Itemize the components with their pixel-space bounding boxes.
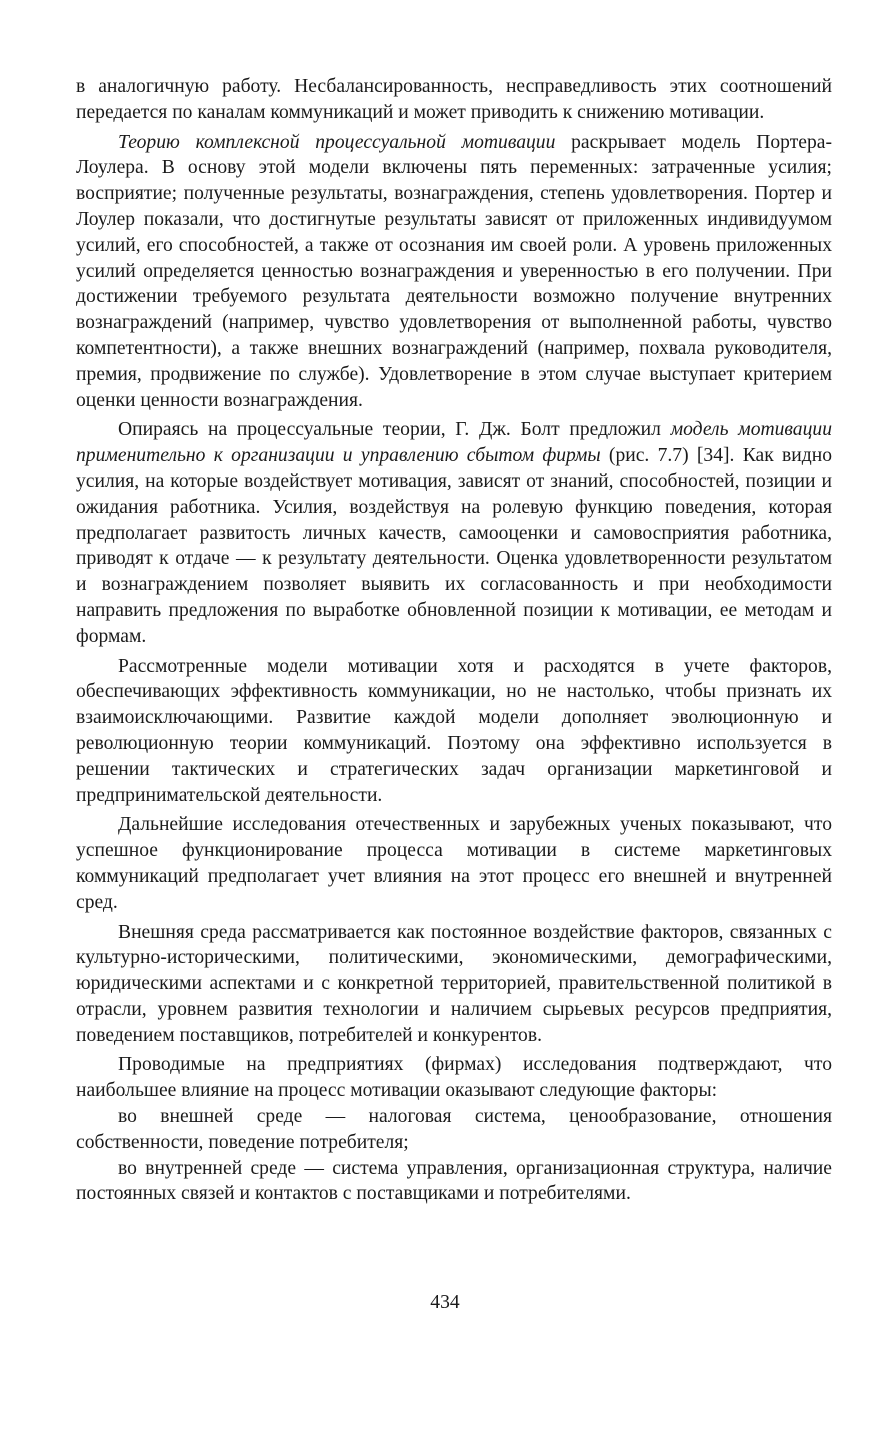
paragraph-7: [76, 1052, 832, 1104]
paragraph-2-italic: Теорию комплексной процессуальной мотивации: [118, 131, 556, 153]
paragraph-2: [76, 130, 832, 414]
paragraph-1-text: в аналогичную работу. Несбалансированность, несправедливость этих соотношений передается по каналам коммуникаций и может приводить к снижению мотивации.: [76, 76, 832, 123]
paragraph-7-text: Проводимые на предприятиях (фирмах) исследования подтверждают, что наибольшее влияние на процесс мотивации оказывают следующие факторы:: [76, 1054, 832, 1102]
paragraph-5-text: Дальнейшие исследования отечественных и зарубежных ученых показывают, что успешное функционирование процесса мотивации в системе маркетинговых коммуникаций предполагает учет влияния на этот процесс его внешней и внутренней сред.: [76, 814, 832, 913]
paragraph-4: [76, 654, 832, 809]
paragraph-6: [76, 920, 832, 1049]
paragraph-8-text: во внешней среде — налоговая система, ценообразование, отношения собственности, поведение потребителя;: [76, 1106, 832, 1153]
paragraph-3-italic: модель мотивации применительно к организации и управлению сбытом фирмы: [76, 419, 832, 467]
paragraph-9-text: во внутренней среде — система управления, организационная структура, наличие постоянных связей и контактов с поставщиками и потребителями.: [76, 1157, 832, 1205]
paragraph-1: [76, 74, 832, 126]
paragraph-6-text: Внешняя среда рассматривается как постоянное воздействие факторов, связанных с культурно-историческими, политическими, экономическими, демографическими, юридическими аспектами и с конкретной территорией, правительственной политикой в отрасли, уровнем развития технологии и наличием сырьевых ресурсов предприятия, поведением поставщиков, потребителей и конкурентов.: [76, 921, 832, 1046]
paragraph-9: [76, 1156, 832, 1208]
paragraph-4-text: Рассмотренные модели мотивации хотя и расходятся в учете факторов, обеспечивающих эффективность коммуникации, но не настолько, чтобы признать их взаимоисключающими. Развитие каждой модели дополняет эволюционную и революционную теории коммуникаций. Поэтому она эффективно используется в решении тактических и стратегических задач организации маркетинговой и предпринимательской деятельности.: [76, 655, 832, 806]
paragraph-3-text-before: Опираясь на процессуальные теории, Г. Дж. Болт предложил: [118, 419, 671, 441]
paragraph-3: [76, 417, 832, 649]
page-number: 434: [430, 1292, 460, 1313]
paragraph-2-text: раскрывает модель Портера-Лоулера. В основу этой модели включены пять переменных: затраченные усилия; восприятие; полученные результаты, вознаграждения, степень удовлетворения. Портер и Лоулер показали, что достигнутые результаты зависят от приложенных индивидуумом усилий, его способностей, а также от осознания им своей роли. А уровень приложенных усилий определяется ценностью вознаграждения и уверенностью в его получении. При достижении требуемого результата деятельности возможно получение внутренних вознаграждений (например, чувство удовлетворения от выполненной работы, чувство компетентности), а также внешних вознаграждений (например, похвала руководителя, премия, продвижение по службе). Удовлетворение в этом случае выступает критерием оценки ценности вознаграждения.: [76, 131, 832, 411]
paragraph-5: [76, 812, 832, 915]
paragraph-8: [76, 1104, 832, 1156]
page-body: [76, 74, 832, 1207]
paragraph-3-text-after: (рис. 7.7) [34]. Как видно усилия, на которые воздействует мотивация, зависят от знаний, способностей, позиции и ожидания работника. Усилия, воздействуя на ролевую функцию поведения, которая предполагает развитость личных качеств, самооценки и самовосприятия работника, приводят к отдаче — к результату деятельности. Оценка удовлетворенности результатом и вознаграждением позволяет выявить их согласованность и при необходимости направить предложения по выработке обновленной позиции к мотивации, ее методам и формам.: [76, 445, 832, 647]
